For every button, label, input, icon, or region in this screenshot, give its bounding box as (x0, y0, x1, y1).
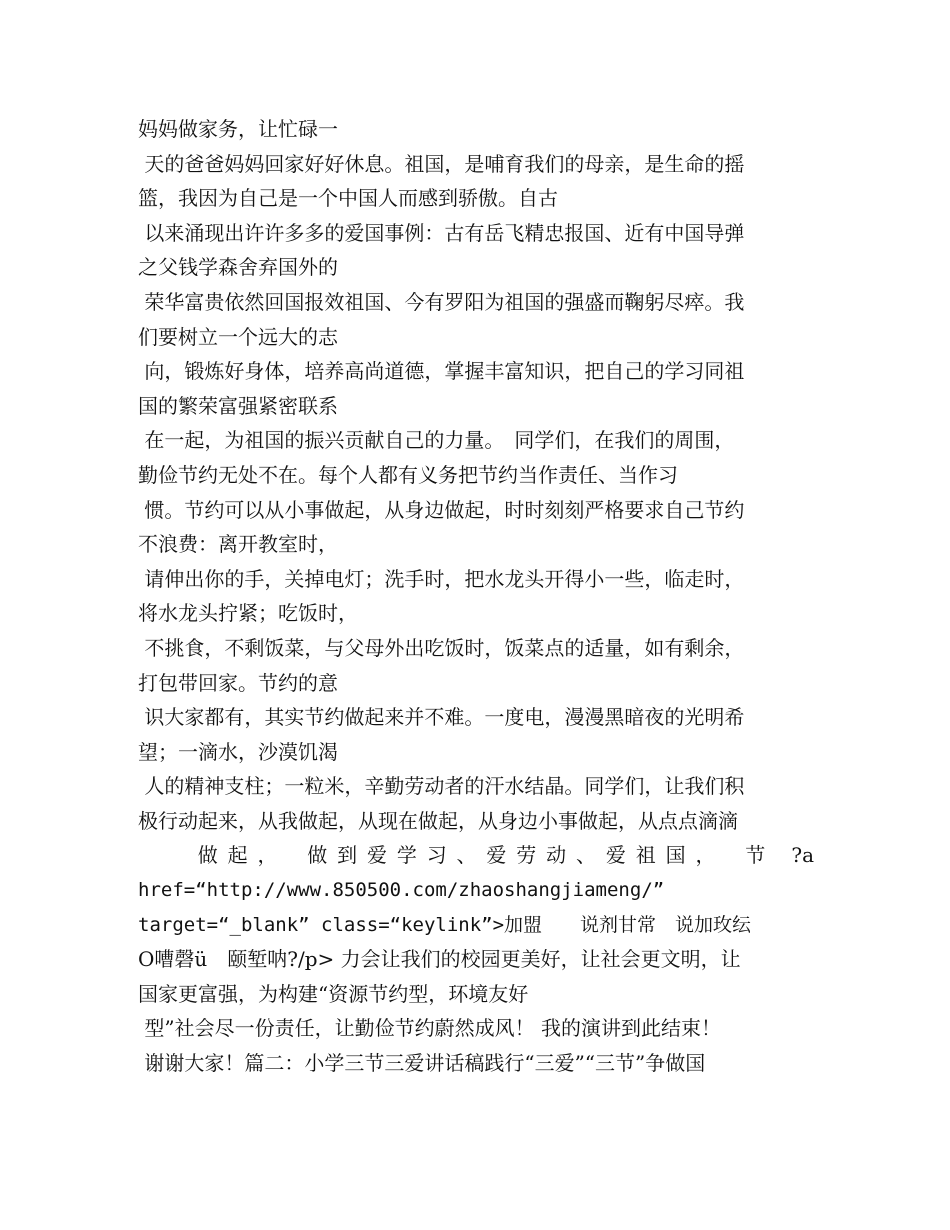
text-line: href=“http://www.850500.com/zhaoshangjiameng/” (138, 879, 665, 902)
text-line: 做起， 做到爱学习、爱劳动、爱祖国， 节 ?a (138, 843, 814, 868)
text-line: 荣华富贵依然回国报效祖国、今有罗阳为祖国的强盛而鞠躬尽瘁。我 (138, 289, 745, 314)
text-line: 望；一滴水，沙漠饥渴 (138, 739, 338, 764)
text-line: 谢谢大家！篇二：小学三节三爱讲话稿践行“三爱”“三节”争做国 (138, 1051, 706, 1076)
text-line: 打包带回家。节约的意 (138, 670, 338, 695)
text-line: O嘈磬ü 颐堑呐?/p> 力会让我们的校园更美好，让社会更文明，让 (138, 947, 741, 972)
text-line: 向，锻炼好身体，培养高尚道德，掌握丰富知识，把自己的学习同祖 (138, 359, 745, 384)
text-line: 篮，我因为自己是一个中国人而感到骄傲。自古 (138, 186, 558, 211)
text-line: 请伸出你的手，关掉电灯；洗手时，把水龙头开得小一些，临走时， (138, 566, 745, 591)
text-line: 国家更富强，为构建“资源节约型，环境友好 (138, 981, 529, 1006)
text-line: 之父钱学森舍弃国外的 (138, 255, 338, 280)
text-line: 识大家都有，其实节约做起来并不难。一度电，漫漫黑暗夜的光明希 (138, 705, 745, 730)
text-line: target=“_blank” class=“keylink”>加盟 说剂甘常 说加玫纭 (138, 913, 752, 936)
text-line: 极行动起来，从我做起，从现在做起，从身边小事做起，从点点滴滴 (138, 808, 738, 833)
text-line: 以来涌现出许许多多的爱国事例：古有岳飞精忠报国、近有中国导弹 (138, 220, 745, 245)
text-line: 妈妈做家务，让忙碌一 (138, 117, 338, 141)
text-line: 将水龙头拧紧；吃饭时， (138, 601, 358, 626)
body-text (138, 112, 814, 1081)
text-line: 不挑食，不剩饭菜，与父母外出吃饭时，饭菜点的适量，如有剩余， (138, 635, 745, 660)
text-line: 惯。节约可以从小事做起，从身边做起，时时刻刻严格要求自己节约 (138, 497, 745, 522)
text-line: 型”社会尽一份责任，让勤俭节约蔚然成风！ 我的演讲到此结束！ (138, 1016, 721, 1041)
text-line: 人的精神支柱；一粒米，辛勤劳动者的汗水结晶。同学们，让我们积 (138, 774, 745, 799)
text-line: 勤俭节约无处不在。每个人都有义务把节约当作责任、当作习 (138, 462, 678, 487)
text-line: 国的繁荣富强紧密联系 (138, 393, 338, 418)
text-line: 们要树立一个远大的志 (138, 324, 338, 349)
text-line: 在一起，为祖国的振兴贡献自己的力量。 同学们，在我们的周围， (138, 428, 735, 453)
text-line: 不浪费：离开教室时， (138, 532, 338, 557)
text-line: 天的爸爸妈妈回家好好休息。祖国，是哺育我们的母亲，是生命的摇 (138, 151, 745, 176)
